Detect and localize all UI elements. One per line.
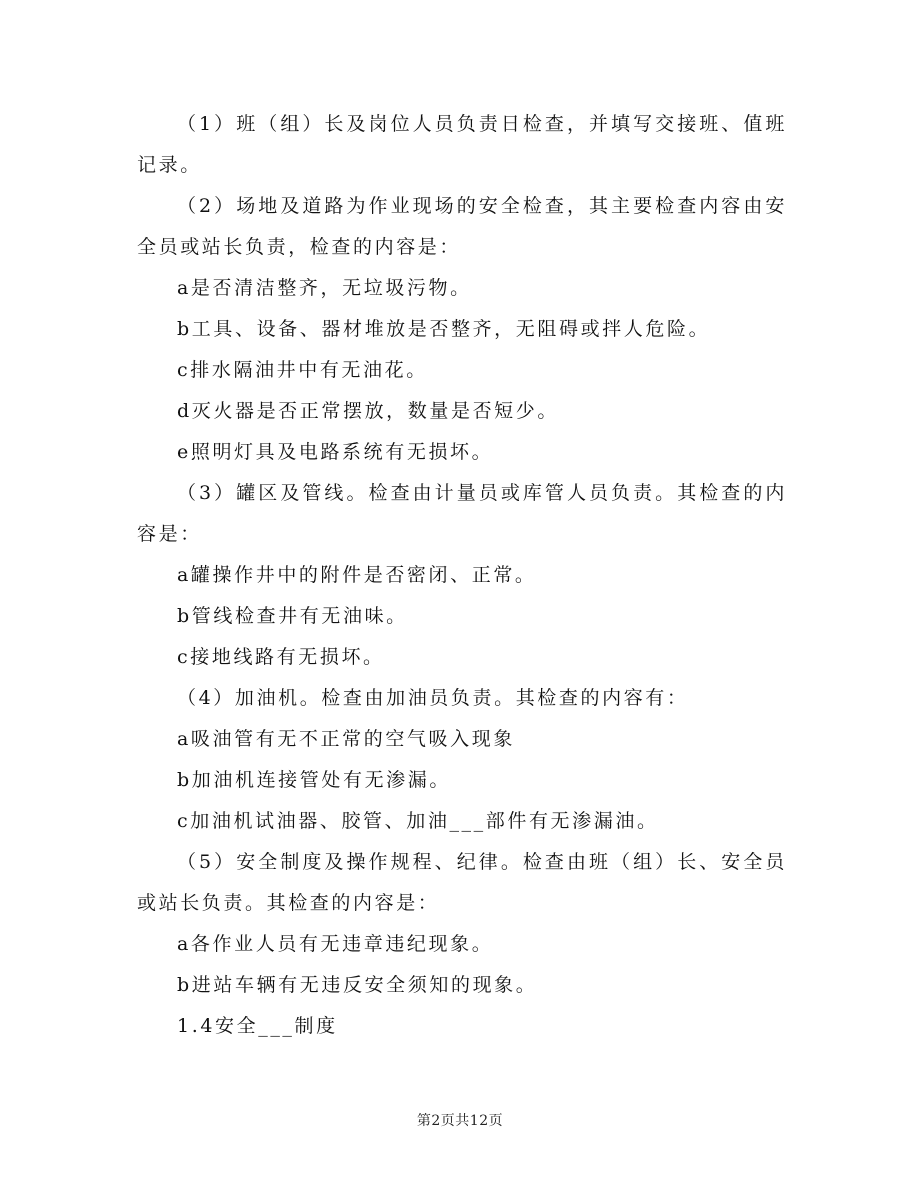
list-item: c加油机试油器、胶管、加油___部件有无渗漏油。 xyxy=(177,810,659,832)
list-item: c接地线路有无损坏。 xyxy=(177,646,385,668)
paragraph-shift-check: （1）班（组）长及岗位人员负责日检查，并填写交接班、值班记录。 xyxy=(137,113,787,176)
list-item: a是否清洁整齐，无垃圾污物。 xyxy=(177,277,472,299)
list-item: a吸油管有无不正常的空气吸入现象 xyxy=(177,728,515,750)
list-item: a罐操作井中的附件是否密闭、正常。 xyxy=(177,564,537,586)
list-item: e照明灯具及电路系统有无损坏。 xyxy=(177,441,494,463)
paragraph-site-road-check: （2）场地及道路为作业现场的安全检查，其主要检查内容由安全员或站长负责，检查的内容是： xyxy=(137,195,787,258)
list-item: b工具、设备、器材堆放是否整齐，无阻碍或拌人危险。 xyxy=(177,318,711,340)
paragraph-tank-pipeline: （3）罐区及管线。检查由计量员或库管人员负责。其检查的内容是： xyxy=(137,482,787,545)
paragraph-safety-rules: （5）安全制度及操作规程、纪律。检查由班（组）长、安全员或站长负责。其检查的内容是： xyxy=(137,851,787,914)
section-heading: 1.4安全___制度 xyxy=(177,1015,338,1037)
list-item: c排水隔油井中有无油花。 xyxy=(177,359,428,381)
list-item: b加油机连接管处有无渗漏。 xyxy=(177,769,451,791)
list-item: b管线检查井有无油味。 xyxy=(177,605,408,627)
list-item: d灭火器是否正常摆放，数量是否短少。 xyxy=(177,400,559,422)
list-item: b进站车辆有无违反安全须知的现象。 xyxy=(177,974,538,996)
page-number-footer: 第2页共12页 xyxy=(416,1113,504,1129)
paragraph-fuel-dispenser: （4）加油机。检查由加油员负责。其检查的内容有： xyxy=(177,687,689,709)
document-body xyxy=(137,104,787,1047)
list-item: a各作业人员有无违章违纪现象。 xyxy=(177,933,494,955)
